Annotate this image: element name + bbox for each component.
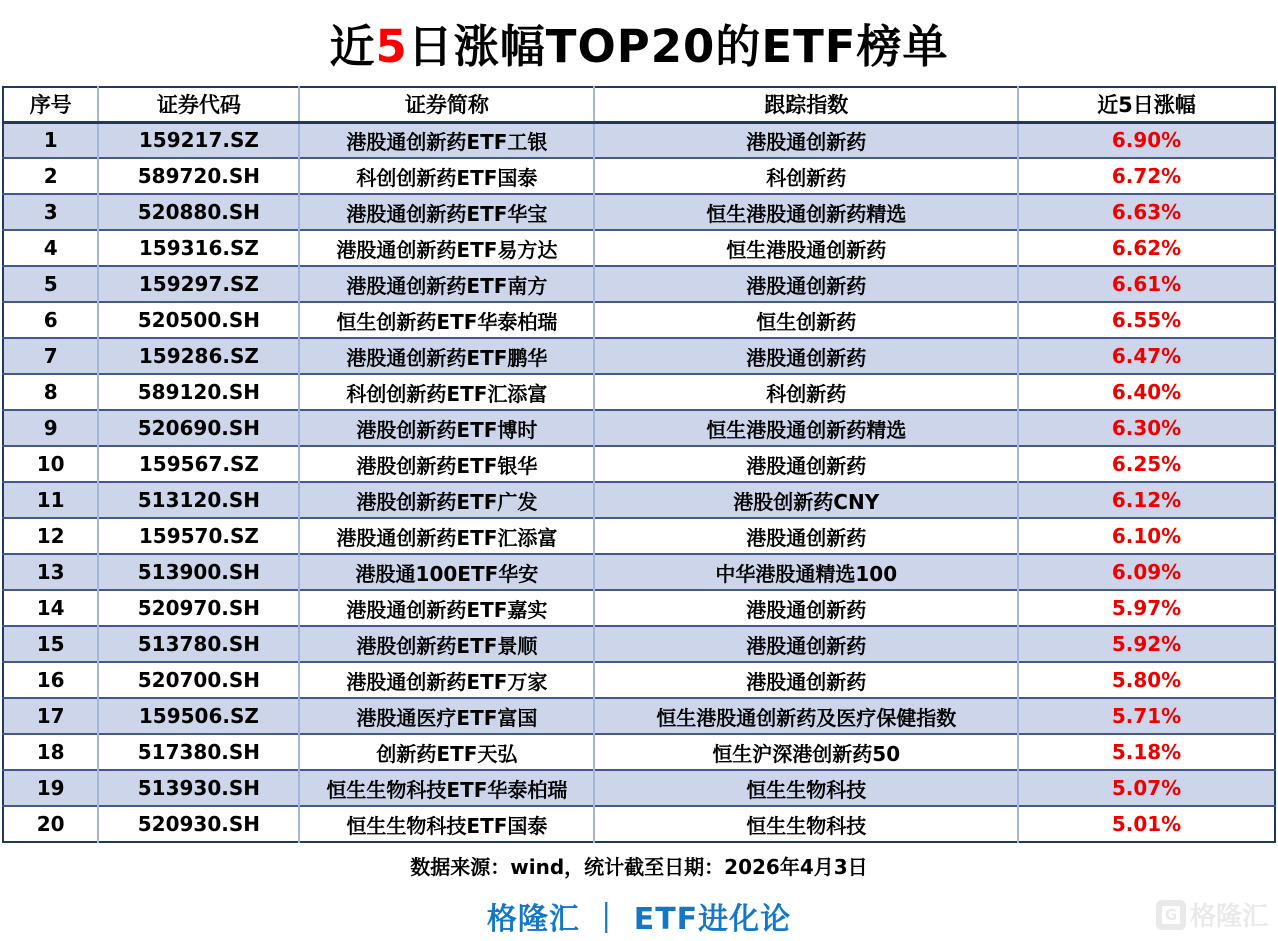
pct-cell: 5.92% <box>1018 626 1275 662</box>
index-cell: 恒生港股通创新药 <box>594 230 1018 266</box>
table-body <box>3 122 1275 842</box>
watermark-text: 格隆汇 <box>1189 902 1268 932</box>
code-cell: 513900.SH <box>98 554 299 590</box>
index-cell: 港股通创新药 <box>594 446 1018 482</box>
code-cell: 520700.SH <box>98 662 299 698</box>
rank-cell: 13 <box>3 554 98 590</box>
pct-cell: 6.10% <box>1018 518 1275 554</box>
pct-cell: 6.90% <box>1018 122 1275 158</box>
code-cell: 520880.SH <box>98 194 299 230</box>
name-cell: 创新药ETF天弘 <box>299 734 594 770</box>
code-cell: 520690.SH <box>98 410 299 446</box>
table-row <box>3 158 1275 194</box>
index-cell: 科创新药 <box>594 158 1018 194</box>
name-cell: 港股通创新药ETF鹏华 <box>299 338 594 374</box>
rank-cell: 15 <box>3 626 98 662</box>
name-cell: 恒生生物科技ETF国泰 <box>299 806 594 842</box>
code-cell: 520500.SH <box>98 302 299 338</box>
rank-cell: 3 <box>3 194 98 230</box>
table-row <box>3 482 1275 518</box>
index-cell: 港股创新药CNY <box>594 482 1018 518</box>
code-cell: 159286.SZ <box>98 338 299 374</box>
name-cell: 港股创新药ETF银华 <box>299 446 594 482</box>
table-row <box>3 122 1275 158</box>
title-highlight: 5 <box>375 20 408 73</box>
rank-cell: 19 <box>3 770 98 806</box>
rank-cell: 16 <box>3 662 98 698</box>
header-code: 证券代码 <box>98 87 299 122</box>
table-row <box>3 446 1275 482</box>
header-rank: 序号 <box>3 87 98 122</box>
pct-cell: 6.30% <box>1018 410 1275 446</box>
pct-cell: 6.47% <box>1018 338 1275 374</box>
watermark-logo <box>1156 896 1268 933</box>
code-cell: 159506.SZ <box>98 698 299 734</box>
index-cell: 恒生港股通创新药精选 <box>594 194 1018 230</box>
table-row <box>3 266 1275 302</box>
code-cell: 589120.SH <box>98 374 299 410</box>
index-cell: 港股通创新药 <box>594 518 1018 554</box>
name-cell: 恒生生物科技ETF华泰柏瑞 <box>299 770 594 806</box>
index-cell: 港股通创新药 <box>594 662 1018 698</box>
pct-cell: 6.12% <box>1018 482 1275 518</box>
table-row <box>3 410 1275 446</box>
index-cell: 恒生创新药 <box>594 302 1018 338</box>
rank-cell: 17 <box>3 698 98 734</box>
code-cell: 520970.SH <box>98 590 299 626</box>
rank-cell: 11 <box>3 482 98 518</box>
rank-cell: 12 <box>3 518 98 554</box>
index-cell: 恒生沪深港创新药50 <box>594 734 1018 770</box>
gelonghui-logo-icon: G <box>1156 900 1186 930</box>
name-cell: 科创创新药ETF国泰 <box>299 158 594 194</box>
name-cell: 港股通创新药ETF易方达 <box>299 230 594 266</box>
index-cell: 港股通创新药 <box>594 590 1018 626</box>
rank-cell: 9 <box>3 410 98 446</box>
index-cell: 港股通创新药 <box>594 626 1018 662</box>
name-cell: 港股通创新药ETF华宝 <box>299 194 594 230</box>
pct-cell: 5.18% <box>1018 734 1275 770</box>
table-row <box>3 194 1275 230</box>
data-source-note: 数据来源：wind，统计截至日期：2026年4月3日 <box>410 855 868 879</box>
name-cell: 港股通创新药ETF万家 <box>299 662 594 698</box>
header-pct: 近5日涨幅 <box>1018 87 1275 122</box>
table-row <box>3 662 1275 698</box>
index-cell: 中华港股通精选100 <box>594 554 1018 590</box>
pct-cell: 6.40% <box>1018 374 1275 410</box>
table-row <box>3 626 1275 662</box>
code-cell: 159567.SZ <box>98 446 299 482</box>
title-prefix: 近 <box>329 20 376 73</box>
pct-cell: 6.25% <box>1018 446 1275 482</box>
index-cell: 科创新药 <box>594 374 1018 410</box>
rank-cell: 20 <box>3 806 98 842</box>
name-cell: 港股通100ETF华安 <box>299 554 594 590</box>
name-cell: 港股创新药ETF景顺 <box>299 626 594 662</box>
rank-cell: 5 <box>3 266 98 302</box>
code-cell: 159217.SZ <box>98 122 299 158</box>
code-cell: 159570.SZ <box>98 518 299 554</box>
code-cell: 159297.SZ <box>98 266 299 302</box>
pct-cell: 5.01% <box>1018 806 1275 842</box>
rank-cell: 2 <box>3 158 98 194</box>
code-cell: 520930.SH <box>98 806 299 842</box>
pct-cell: 6.72% <box>1018 158 1275 194</box>
name-cell: 港股通医疗ETF富国 <box>299 698 594 734</box>
pct-cell: 5.07% <box>1018 770 1275 806</box>
etf-ranking-table <box>2 86 1276 843</box>
table-row <box>3 518 1275 554</box>
table-row <box>3 734 1275 770</box>
rank-cell: 7 <box>3 338 98 374</box>
index-cell: 恒生生物科技 <box>594 806 1018 842</box>
rank-cell: 10 <box>3 446 98 482</box>
header-row <box>3 87 1275 122</box>
code-cell: 159316.SZ <box>98 230 299 266</box>
table-row <box>3 698 1275 734</box>
rank-cell: 18 <box>3 734 98 770</box>
name-cell: 科创创新药ETF汇添富 <box>299 374 594 410</box>
rank-cell: 6 <box>3 302 98 338</box>
index-cell: 恒生港股通创新药精选 <box>594 410 1018 446</box>
code-cell: 589720.SH <box>98 158 299 194</box>
name-cell: 港股通创新药ETF工银 <box>299 122 594 158</box>
name-cell: 港股通创新药ETF嘉实 <box>299 590 594 626</box>
code-cell: 513120.SH <box>98 482 299 518</box>
name-cell: 港股通创新药ETF南方 <box>299 266 594 302</box>
table-row <box>3 806 1275 842</box>
table-row <box>3 230 1275 266</box>
table-header <box>3 87 1275 122</box>
page-title <box>0 0 1278 86</box>
pct-cell: 6.09% <box>1018 554 1275 590</box>
pct-cell: 5.80% <box>1018 662 1275 698</box>
code-cell: 517380.SH <box>98 734 299 770</box>
title-suffix: 日涨幅TOP20的ETF榜单 <box>407 20 949 73</box>
pct-cell: 5.97% <box>1018 590 1275 626</box>
name-cell: 港股创新药ETF博时 <box>299 410 594 446</box>
index-cell: 港股通创新药 <box>594 122 1018 158</box>
index-cell: 恒生生物科技 <box>594 770 1018 806</box>
table-row <box>3 338 1275 374</box>
brand-line: 格隆汇 ｜ ETF进化论 <box>486 902 792 937</box>
index-cell: 恒生港股通创新药及医疗保健指数 <box>594 698 1018 734</box>
table-row <box>3 374 1275 410</box>
rank-cell: 14 <box>3 590 98 626</box>
pct-cell: 5.71% <box>1018 698 1275 734</box>
table-row <box>3 554 1275 590</box>
rank-cell: 1 <box>3 122 98 158</box>
pct-cell: 6.61% <box>1018 266 1275 302</box>
header-index: 跟踪指数 <box>594 87 1018 122</box>
rank-cell: 4 <box>3 230 98 266</box>
index-cell: 港股通创新药 <box>594 338 1018 374</box>
table-row <box>3 302 1275 338</box>
pct-cell: 6.63% <box>1018 194 1275 230</box>
code-cell: 513930.SH <box>98 770 299 806</box>
pct-cell: 6.62% <box>1018 230 1275 266</box>
pct-cell: 6.55% <box>1018 302 1275 338</box>
code-cell: 513780.SH <box>98 626 299 662</box>
rank-cell: 8 <box>3 374 98 410</box>
table-row <box>3 590 1275 626</box>
header-name: 证券简称 <box>299 87 594 122</box>
name-cell: 港股创新药ETF广发 <box>299 482 594 518</box>
name-cell: 港股通创新药ETF汇添富 <box>299 518 594 554</box>
table-row <box>3 770 1275 806</box>
index-cell: 港股通创新药 <box>594 266 1018 302</box>
name-cell: 恒生创新药ETF华泰柏瑞 <box>299 302 594 338</box>
